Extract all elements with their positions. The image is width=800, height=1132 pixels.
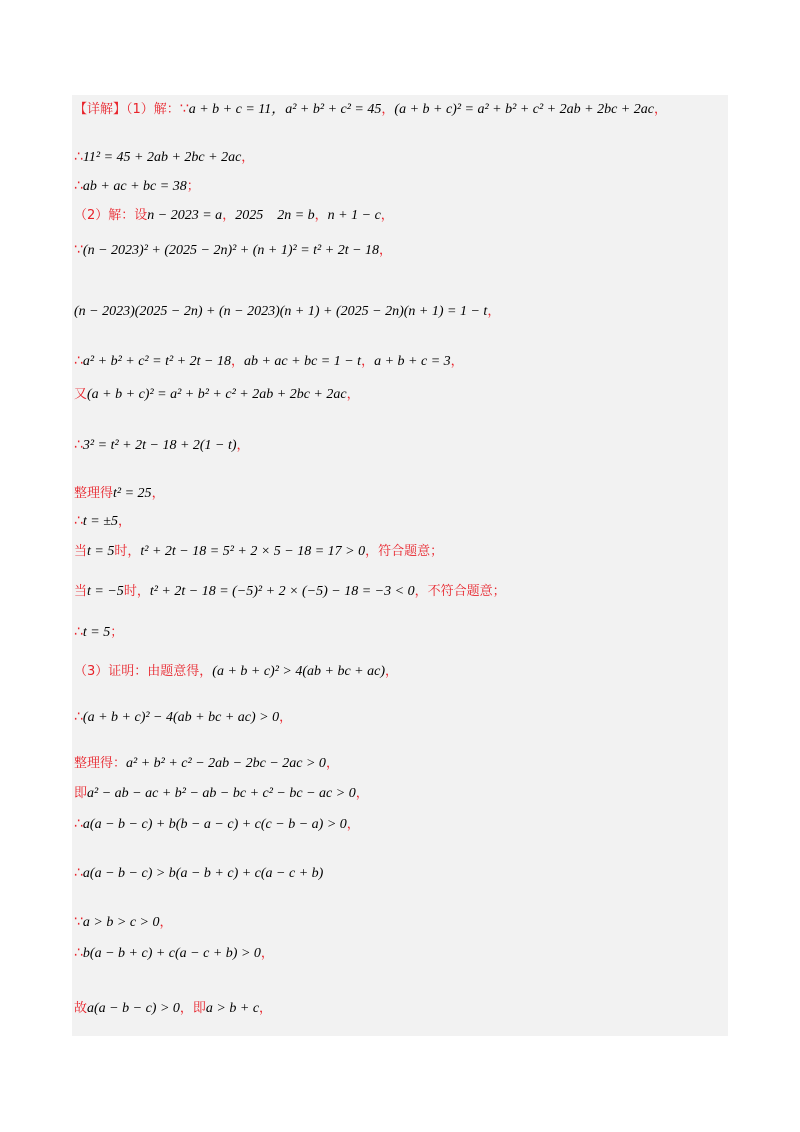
text-label: 整理得： [74, 756, 127, 771]
text-label: （3）证明：由题意得， [74, 664, 213, 679]
math-expression: (a + b + c)² = a² + b² + c² + 2ab + 2bc + 2ac [394, 102, 654, 117]
solution-line [74, 864, 323, 883]
text-label: ， [222, 208, 236, 223]
solution-line [74, 815, 360, 834]
math-expression: (n − 2023)² + (2025 − 2n)² + (n + 1)² = t² + 2t − 18 [82, 243, 380, 258]
text-label: ， [653, 102, 667, 117]
solution-line [74, 302, 500, 321]
math-expression: t = 5 [82, 625, 111, 640]
text-label: ， [361, 354, 375, 369]
therefore-symbol: ∴ [74, 178, 83, 194]
text-label: （1）解： [126, 102, 180, 117]
text-label: ， [260, 946, 274, 961]
math-expression: a + b + c = 11，a² + b² + c² = 45 [188, 102, 382, 117]
math-expression: n − 2023 = a [147, 208, 223, 223]
math-expression: a(a − b − c) > b(a − b + c) + c(a − c + b) [82, 866, 324, 881]
text-label: ， [241, 150, 255, 165]
text-label: ， [487, 304, 501, 319]
solution-line [74, 352, 464, 371]
text-label: ， [325, 756, 339, 771]
text-label: ， [379, 243, 393, 258]
solution-line [74, 385, 360, 404]
math-expression: a > b + c [205, 1001, 260, 1016]
solution-line [74, 512, 131, 531]
text-label: 故 [74, 1001, 88, 1016]
text-label: ， [159, 915, 173, 930]
therefore-symbol: ∴ [74, 945, 83, 961]
math-expression: n + 1 − c [327, 208, 381, 223]
text-label: ， [346, 817, 360, 832]
math-expression: b(a − b + c) + c(a − c + b) > 0 [82, 946, 261, 961]
text-label: ， [279, 710, 293, 725]
solution-line [74, 754, 339, 773]
math-expression: a² + b² + c² = t² + 2t − 18 [82, 354, 231, 369]
math-expression: 3² = t² + 2t − 18 + 2(1 − t) [82, 438, 237, 453]
text-label: ， [259, 1001, 273, 1016]
math-expression: (a + b + c)² = a² + b² + c² + 2ab + 2bc + 2ac [87, 387, 347, 402]
text-label: ， [230, 354, 244, 369]
solution-line [74, 241, 392, 260]
text-label: 当 [74, 584, 88, 599]
text-label: ，即 [179, 1001, 206, 1016]
solution-line [74, 623, 123, 642]
math-expression: t = ±5 [82, 514, 118, 529]
solution-line [74, 662, 398, 681]
solution-line [74, 177, 200, 196]
text-label: ，不符合题意； [414, 584, 506, 599]
math-expression: (a + b + c)² − 4(ab + bc + ac) > 0 [82, 710, 280, 725]
math-expression: a² − ab − ac + b² − ab − bc + c² − bc − ac > 0 [87, 786, 356, 801]
solution-line [74, 100, 667, 119]
math-expression: ab + ac + bc = 38 [82, 179, 187, 194]
math-expression: a² + b² + c² − 2ab − 2bc − 2ac > 0 [126, 756, 326, 771]
therefore-symbol: ∵ [74, 914, 83, 930]
text-label: ， [380, 208, 394, 223]
text-label: ， [236, 438, 250, 453]
text-label: ； [186, 179, 200, 194]
text-label: 当 [74, 544, 88, 559]
solution-line [74, 148, 254, 167]
math-expression: 2025 2n = b [235, 208, 315, 223]
math-expression: t = −5 [87, 584, 124, 599]
therefore-symbol: ∴ [74, 353, 83, 369]
solution-line [74, 582, 506, 601]
solution-line [74, 708, 292, 727]
math-expression: t = 5 [87, 544, 115, 559]
math-expression: a > b > c > 0 [82, 915, 160, 930]
math-expression: a(a − b − c) + b(b − a − c) + c(c − b − a) > 0 [82, 817, 347, 832]
therefore-symbol: ∵ [179, 101, 189, 117]
therefore-symbol: ∴ [74, 816, 83, 832]
solution-line [74, 999, 272, 1018]
text-label: ， [346, 387, 360, 402]
text-label: 【详解】 [74, 102, 127, 117]
text-label: 时， [123, 584, 150, 599]
math-expression: a + b + c = 3 [374, 354, 451, 369]
math-expression: t² + 2t − 18 = 5² + 2 × 5 − 18 = 17 > 0 [140, 544, 366, 559]
text-label: ，符合题意； [365, 544, 444, 559]
math-expression: t² + 2t − 18 = (−5)² + 2 × (−5) − 18 = −3 < 0 [149, 584, 415, 599]
therefore-symbol: ∴ [74, 865, 83, 881]
math-expression: 11² = 45 + 2ab + 2bc + 2ac [82, 150, 242, 165]
text-label: 时， [114, 544, 141, 559]
solution-line [74, 206, 394, 225]
solution-line [74, 944, 274, 963]
text-label: 又 [74, 387, 88, 402]
solution-line [74, 484, 165, 503]
text-label: （2）解：设 [74, 208, 148, 223]
therefore-symbol: ∴ [74, 437, 83, 453]
math-expression: (a + b + c)² > 4(ab + bc + ac) [212, 664, 386, 679]
text-label: ， [117, 514, 131, 529]
solution-line [74, 913, 173, 932]
text-label: ， [151, 486, 165, 501]
solution-line [74, 784, 369, 803]
text-label: ， [381, 102, 395, 117]
therefore-symbol: ∵ [74, 242, 83, 258]
solution-panel [72, 95, 728, 1036]
therefore-symbol: ∴ [74, 709, 83, 725]
text-label: ； [110, 625, 124, 640]
math-expression: ab + ac + bc = 1 − t [243, 354, 362, 369]
therefore-symbol: ∴ [74, 149, 83, 165]
text-label: ， [314, 208, 328, 223]
text-label: 整理得 [74, 486, 114, 501]
text-label: ， [355, 786, 369, 801]
text-label: ， [450, 354, 464, 369]
math-expression: t² = 25 [113, 486, 152, 501]
math-expression: (n − 2023)(2025 − 2n) + (n − 2023)(n + 1) + (2025 − 2n)(n + 1) = 1 − t [74, 304, 488, 319]
solution-line [74, 542, 443, 561]
therefore-symbol: ∴ [74, 513, 83, 529]
math-expression: a(a − b − c) > 0 [87, 1001, 180, 1016]
text-label: ， [385, 664, 399, 679]
therefore-symbol: ∴ [74, 624, 83, 640]
text-label: 即 [74, 786, 88, 801]
solution-line [74, 436, 250, 455]
